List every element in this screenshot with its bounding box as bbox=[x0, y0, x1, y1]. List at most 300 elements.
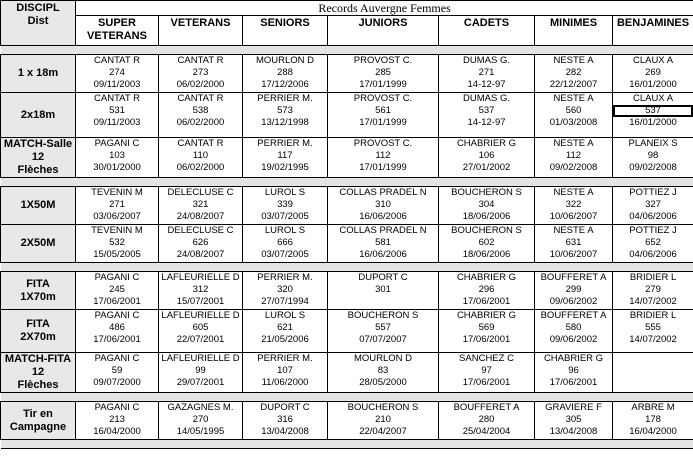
record-score: 605 bbox=[192, 322, 209, 333]
record-name: COLLAS PRADEL N bbox=[339, 187, 427, 198]
spacer-cell bbox=[76, 178, 159, 187]
record-score: 310 bbox=[375, 199, 391, 210]
record-score: 110 bbox=[192, 150, 209, 161]
record-cell[interactable] bbox=[159, 225, 243, 263]
spacer-cell bbox=[243, 46, 328, 55]
record-date: 22/07/2001 bbox=[176, 334, 225, 345]
record-date: 15/07/2001 bbox=[176, 296, 225, 307]
record-date: 17/06/2001 bbox=[462, 296, 511, 307]
record-score: 270 bbox=[192, 414, 209, 425]
record-date: 21/05/2006 bbox=[261, 334, 309, 345]
record-cell[interactable] bbox=[613, 93, 693, 138]
record-name: NESTE A bbox=[553, 93, 594, 104]
record-score: 666 bbox=[277, 237, 293, 248]
spacer-cell bbox=[76, 440, 159, 449]
record-cell[interactable] bbox=[439, 138, 535, 178]
record-date: 17/12/2006 bbox=[261, 79, 309, 90]
record-name: PAGANI C bbox=[94, 353, 140, 364]
record-cell[interactable] bbox=[243, 272, 328, 310]
record-cell[interactable] bbox=[159, 272, 243, 310]
record-date: 09/11/2003 bbox=[93, 117, 141, 128]
record-score: 305 bbox=[565, 414, 582, 425]
table-row bbox=[1, 272, 693, 310]
spacer-row bbox=[1, 440, 693, 449]
record-name: LUROL S bbox=[264, 187, 306, 198]
record-date: 04/06/2006 bbox=[629, 211, 677, 222]
record-score: 271 bbox=[109, 199, 125, 210]
record-cell[interactable] bbox=[613, 187, 693, 225]
record-date: 14/07/2002 bbox=[629, 334, 677, 345]
spacer-cell bbox=[159, 393, 243, 402]
record-date: 14-12-97 bbox=[467, 117, 506, 128]
record-score: 99 bbox=[195, 365, 206, 376]
column-header-4[interactable]: CADETS bbox=[439, 16, 535, 46]
record-date bbox=[613, 377, 693, 389]
spacer-row bbox=[1, 178, 693, 187]
record-date: 01/03/2008 bbox=[549, 117, 598, 128]
record-cell[interactable] bbox=[535, 187, 613, 225]
record-cell[interactable] bbox=[76, 272, 159, 310]
record-score: 280 bbox=[478, 414, 495, 425]
record-cell[interactable] bbox=[328, 353, 439, 393]
record-date: 07/07/2007 bbox=[359, 334, 407, 345]
record-cell[interactable] bbox=[328, 55, 439, 93]
spacer-cell bbox=[439, 393, 535, 402]
table-row bbox=[1, 138, 693, 178]
record-cell[interactable] bbox=[243, 187, 328, 225]
record-name: NESTE A bbox=[553, 55, 594, 66]
spacer-cell bbox=[613, 178, 693, 187]
record-score bbox=[613, 365, 693, 377]
record-cell[interactable] bbox=[159, 55, 243, 93]
record-date: 10/06/2007 bbox=[549, 211, 598, 222]
spacer-cell bbox=[76, 393, 159, 402]
spacer-cell bbox=[76, 263, 159, 272]
record-cell[interactable] bbox=[613, 55, 693, 93]
record-name: BOUFFERET A bbox=[540, 272, 607, 283]
record-date: 04/06/2006 bbox=[629, 249, 677, 260]
record-score: 602 bbox=[478, 237, 495, 248]
record-name: PAGANI C bbox=[94, 310, 140, 321]
record-date: 17/06/2001 bbox=[93, 334, 141, 345]
record-cell[interactable] bbox=[613, 402, 693, 440]
record-date: 24/08/2007 bbox=[176, 211, 225, 222]
record-date: 09/02/2008 bbox=[629, 162, 677, 173]
record-cell[interactable] bbox=[76, 187, 159, 225]
row-header[interactable]: 2X50M bbox=[1, 225, 76, 263]
record-name: NESTE A bbox=[553, 138, 594, 149]
record-date: 14/07/2002 bbox=[629, 296, 677, 307]
record-cell[interactable] bbox=[76, 93, 159, 138]
spacer-cell bbox=[535, 393, 613, 402]
spacer-cell bbox=[243, 178, 328, 187]
record-cell[interactable] bbox=[159, 310, 243, 353]
spacer-cell bbox=[613, 393, 693, 402]
record-date: 16/06/2006 bbox=[359, 249, 407, 260]
record-date: 14-12-97 bbox=[467, 79, 506, 90]
record-cell[interactable] bbox=[328, 187, 439, 225]
record-name bbox=[613, 353, 693, 365]
record-cell[interactable] bbox=[439, 353, 535, 393]
record-cell[interactable] bbox=[76, 55, 159, 93]
record-cell[interactable] bbox=[613, 138, 693, 178]
spacer-cell bbox=[535, 263, 613, 272]
record-name: PAGANI C bbox=[94, 272, 140, 283]
row-header[interactable]: FITA 1X70m bbox=[1, 272, 76, 310]
record-name: LAFLEURIELLE D bbox=[161, 272, 240, 283]
record-name: CLAUX A bbox=[632, 55, 674, 66]
record-cell[interactable] bbox=[328, 402, 439, 440]
record-score: 339 bbox=[277, 199, 293, 210]
record-date: 06/02/2000 bbox=[176, 117, 225, 128]
record-score: 557 bbox=[375, 322, 391, 333]
record-score: 555 bbox=[645, 322, 661, 333]
spacer-row bbox=[1, 46, 693, 55]
record-cell[interactable] bbox=[439, 272, 535, 310]
spacer-cell bbox=[1, 440, 76, 449]
record-name: TEVENIN M bbox=[91, 187, 143, 198]
record-score: 316 bbox=[277, 414, 293, 425]
record-cell[interactable] bbox=[159, 93, 243, 138]
column-header-0[interactable]: SUPER VETERANS bbox=[76, 16, 159, 46]
record-score: 301 bbox=[375, 284, 391, 295]
spacer-cell bbox=[243, 440, 328, 449]
record-cell[interactable] bbox=[76, 353, 159, 393]
record-cell[interactable] bbox=[439, 55, 535, 93]
record-cell[interactable] bbox=[243, 310, 328, 353]
record-score: 626 bbox=[192, 237, 209, 248]
record-name: BOUCHERON S bbox=[451, 225, 522, 236]
record-score: 580 bbox=[565, 322, 582, 333]
table-row bbox=[1, 353, 693, 393]
record-score: 537 bbox=[613, 105, 693, 117]
record-date: 28/05/2000 bbox=[359, 377, 407, 388]
row-header[interactable]: 1 x 18m bbox=[1, 55, 76, 93]
record-date: 14/05/1995 bbox=[176, 426, 225, 437]
record-name: BOUCHERON S bbox=[347, 402, 419, 413]
record-date: 09/06/2002 bbox=[549, 296, 598, 307]
record-date: 09/07/2000 bbox=[93, 377, 141, 388]
record-score: 112 bbox=[375, 150, 391, 161]
record-score: 531 bbox=[109, 105, 125, 116]
record-name: CHABRIER G bbox=[456, 310, 517, 321]
record-score: 245 bbox=[109, 284, 125, 295]
record-name: PROVOST C. bbox=[353, 55, 413, 66]
record-date: 27/07/1994 bbox=[261, 296, 309, 307]
record-score: 285 bbox=[375, 67, 391, 78]
spacer-cell bbox=[243, 263, 328, 272]
record-date: 03/07/2005 bbox=[261, 211, 309, 222]
record-score: 210 bbox=[375, 414, 391, 425]
record-date: 13/04/2008 bbox=[549, 426, 598, 437]
record-cell[interactable] bbox=[243, 138, 328, 178]
spacer-cell bbox=[535, 440, 613, 449]
record-date: 29/07/2001 bbox=[176, 377, 225, 388]
record-date: 27/01/2002 bbox=[462, 162, 511, 173]
record-date: 06/02/2000 bbox=[176, 162, 225, 173]
spacer-cell bbox=[439, 46, 535, 55]
record-cell[interactable] bbox=[613, 310, 693, 353]
spacer-cell bbox=[535, 178, 613, 187]
record-date: 09/02/2008 bbox=[549, 162, 598, 173]
record-cell[interactable] bbox=[328, 272, 439, 310]
record-name: PERRIER M. bbox=[257, 138, 313, 149]
record-date: 13/04/2008 bbox=[261, 426, 309, 437]
record-name: LAFLEURIELLE D bbox=[161, 353, 240, 364]
spacer-cell bbox=[1, 393, 76, 402]
record-cell[interactable] bbox=[613, 272, 693, 310]
table-row bbox=[1, 225, 693, 263]
record-cell[interactable] bbox=[243, 225, 328, 263]
record-score: 178 bbox=[645, 414, 661, 425]
record-date: 22/12/2007 bbox=[549, 79, 598, 90]
record-score: 561 bbox=[375, 105, 391, 116]
record-score: 98 bbox=[647, 150, 659, 161]
record-name: POTTIEZ J bbox=[629, 225, 677, 236]
record-cell[interactable] bbox=[535, 55, 613, 93]
record-cell[interactable] bbox=[328, 310, 439, 353]
record-name: BOUFFERET A bbox=[540, 310, 607, 321]
record-name: BRIDIER L bbox=[629, 310, 677, 321]
record-name: GAZAGNES M. bbox=[167, 402, 234, 413]
record-date: 30/01/2000 bbox=[93, 162, 141, 173]
spacer-cell bbox=[613, 440, 693, 449]
spacer-cell bbox=[439, 178, 535, 187]
record-score: 288 bbox=[277, 67, 293, 78]
record-date: 16/01/2000 bbox=[629, 117, 677, 128]
record-date: 03/06/2007 bbox=[93, 211, 141, 222]
record-score: 621 bbox=[277, 322, 293, 333]
record-name: MOURLON D bbox=[255, 55, 315, 66]
record-date: 16/01/2000 bbox=[629, 79, 677, 90]
record-score: 537 bbox=[478, 105, 495, 116]
spacer-cell bbox=[1, 263, 76, 272]
record-score: 631 bbox=[565, 237, 582, 248]
record-date: 17/06/2001 bbox=[462, 377, 511, 388]
record-date: 09/11/2003 bbox=[93, 79, 141, 90]
record-date: 17/01/1999 bbox=[359, 79, 407, 90]
record-score: 107 bbox=[277, 365, 293, 376]
record-score: 320 bbox=[277, 284, 293, 295]
record-name: CANTAT R bbox=[177, 55, 224, 66]
record-cell[interactable] bbox=[243, 93, 328, 138]
record-name: NESTE A bbox=[553, 225, 594, 236]
corner-header[interactable] bbox=[1, 1, 76, 46]
record-date bbox=[328, 296, 438, 308]
record-name: COLLAS PRADEL N bbox=[339, 225, 427, 236]
record-score: 273 bbox=[192, 67, 209, 78]
record-cell[interactable] bbox=[76, 138, 159, 178]
record-name: DUMAS G. bbox=[463, 55, 510, 66]
record-cell[interactable] bbox=[159, 187, 243, 225]
record-date: 25/04/2004 bbox=[462, 426, 511, 437]
record-name: TEVENIN M bbox=[91, 225, 143, 236]
record-score: 59 bbox=[111, 365, 123, 376]
record-name: CANTAT R bbox=[177, 138, 224, 149]
record-name: MOURLON D bbox=[353, 353, 413, 364]
record-score: 282 bbox=[565, 67, 582, 78]
record-score: 269 bbox=[645, 67, 661, 78]
table-row bbox=[1, 310, 693, 353]
record-cell[interactable] bbox=[76, 310, 159, 353]
column-header-6[interactable]: BENJAMINES bbox=[613, 16, 693, 46]
record-date: 16/04/2000 bbox=[93, 426, 141, 437]
record-date: 17/01/1999 bbox=[359, 162, 407, 173]
record-name: DELECLUSE C bbox=[167, 225, 234, 236]
record-date: 17/06/2001 bbox=[462, 334, 511, 345]
record-cell[interactable] bbox=[535, 272, 613, 310]
record-name: PAGANI C bbox=[94, 138, 140, 149]
record-name: PROVOST C. bbox=[353, 93, 413, 104]
row-header[interactable]: MATCH-FITA 12 Flèches bbox=[1, 353, 76, 393]
record-cell[interactable] bbox=[243, 402, 328, 440]
spacer-cell bbox=[439, 440, 535, 449]
record-cell[interactable] bbox=[439, 187, 535, 225]
column-header-5[interactable]: MINIMES bbox=[535, 16, 613, 46]
record-date: 09/06/2002 bbox=[549, 334, 598, 345]
record-date: 13/12/1998 bbox=[261, 117, 309, 128]
record-name: CANTAT R bbox=[177, 93, 224, 104]
record-name: CHABRIER G bbox=[543, 353, 604, 364]
record-name: PERRIER M. bbox=[257, 93, 313, 104]
record-cell[interactable] bbox=[613, 225, 693, 263]
table-row bbox=[1, 187, 693, 225]
spacer-cell bbox=[439, 263, 535, 272]
record-score: 581 bbox=[375, 237, 391, 248]
spacer-row bbox=[1, 393, 693, 402]
record-date: 24/08/2007 bbox=[176, 249, 225, 260]
spacer-cell bbox=[328, 46, 439, 55]
row-header[interactable]: FITA 2X70m bbox=[1, 310, 76, 353]
record-date: 16/06/2006 bbox=[359, 211, 407, 222]
record-name: PERRIER M. bbox=[257, 353, 313, 364]
record-name: BRIDIER L bbox=[629, 272, 677, 283]
record-date: 10/06/2007 bbox=[549, 249, 598, 260]
column-header-3[interactable]: JUNIORS bbox=[328, 16, 439, 46]
record-score: 213 bbox=[109, 414, 125, 425]
column-header-2[interactable]: SENIORS bbox=[243, 16, 328, 46]
record-score: 327 bbox=[645, 199, 661, 210]
record-name: ARBRE M bbox=[631, 402, 675, 413]
spacer-cell bbox=[159, 263, 243, 272]
record-score: 569 bbox=[478, 322, 495, 333]
record-score: 112 bbox=[565, 150, 582, 161]
record-name: BOUCHERON S bbox=[451, 187, 522, 198]
record-cell[interactable] bbox=[535, 310, 613, 353]
record-cell[interactable] bbox=[328, 138, 439, 178]
record-score: 560 bbox=[565, 105, 582, 116]
row-header[interactable]: 2x18m bbox=[1, 93, 76, 138]
record-name: CANTAT R bbox=[94, 93, 140, 104]
record-name: SANCHEZ C bbox=[459, 353, 514, 364]
record-cell[interactable] bbox=[76, 402, 159, 440]
record-name: LUROL S bbox=[264, 225, 306, 236]
record-cell[interactable] bbox=[613, 353, 693, 393]
record-score: 271 bbox=[478, 67, 495, 78]
spacer-cell bbox=[328, 393, 439, 402]
record-date: 17/01/1999 bbox=[359, 117, 407, 128]
record-score: 312 bbox=[192, 284, 209, 295]
table-row bbox=[1, 93, 693, 138]
record-score: 573 bbox=[277, 105, 293, 116]
record-date: 19/02/1995 bbox=[261, 162, 309, 173]
corner-line1: DISCIPL bbox=[16, 2, 60, 14]
table-row bbox=[1, 402, 693, 440]
record-cell[interactable] bbox=[439, 402, 535, 440]
record-date: 18/06/2006 bbox=[462, 211, 511, 222]
record-cell[interactable] bbox=[535, 225, 613, 263]
row-header[interactable]: 1X50M bbox=[1, 187, 76, 225]
spacer-cell bbox=[159, 440, 243, 449]
row-header[interactable]: MATCH-Salle 12 Flèches bbox=[1, 138, 76, 178]
record-name: CLAUX A bbox=[632, 93, 674, 104]
record-date: 11/06/2000 bbox=[261, 377, 309, 388]
record-cell[interactable] bbox=[243, 55, 328, 93]
record-score: 486 bbox=[109, 322, 125, 333]
spacer-cell bbox=[1, 46, 76, 55]
record-date: 22/04/2007 bbox=[359, 426, 407, 437]
record-score: 299 bbox=[565, 284, 582, 295]
record-date: 03/07/2005 bbox=[261, 249, 309, 260]
record-name: PAGANI C bbox=[94, 402, 140, 413]
record-name: PERRIER M. bbox=[257, 272, 313, 283]
record-cell[interactable] bbox=[439, 310, 535, 353]
spacer-cell bbox=[243, 393, 328, 402]
record-date: 17/06/2001 bbox=[93, 296, 141, 307]
table-title[interactable]: Records Auvergne Femmes bbox=[76, 1, 693, 16]
record-cell[interactable] bbox=[439, 93, 535, 138]
record-score: 103 bbox=[109, 150, 125, 161]
record-cell[interactable] bbox=[535, 402, 613, 440]
spacer-cell bbox=[328, 440, 439, 449]
record-name: CHABRIER G bbox=[456, 138, 517, 149]
record-date: 06/02/2000 bbox=[176, 79, 225, 90]
record-cell[interactable] bbox=[535, 93, 613, 138]
column-header-row bbox=[1, 16, 693, 46]
record-cell[interactable] bbox=[535, 353, 613, 393]
record-name: LAFLEURIELLE D bbox=[161, 310, 240, 321]
spacer-cell bbox=[328, 178, 439, 187]
record-cell[interactable] bbox=[439, 225, 535, 263]
record-cell[interactable] bbox=[159, 353, 243, 393]
spacer-cell bbox=[613, 46, 693, 55]
corner-line2: Dist bbox=[27, 15, 49, 27]
record-cell[interactable] bbox=[159, 402, 243, 440]
record-cell[interactable] bbox=[535, 138, 613, 178]
record-name: CHABRIER G bbox=[456, 272, 517, 283]
record-cell[interactable] bbox=[243, 353, 328, 393]
record-name: DUMAS G. bbox=[463, 93, 510, 104]
table-row bbox=[1, 55, 693, 93]
row-header[interactable]: Tir en Campagne bbox=[1, 402, 76, 440]
record-score: 304 bbox=[478, 199, 495, 210]
column-header-1[interactable]: VETERANS bbox=[159, 16, 243, 46]
spacer-row bbox=[1, 263, 693, 272]
record-score: 322 bbox=[565, 199, 582, 210]
spacer-cell bbox=[613, 263, 693, 272]
record-cell[interactable] bbox=[328, 225, 439, 263]
record-cell[interactable] bbox=[76, 225, 159, 263]
record-cell[interactable] bbox=[159, 138, 243, 178]
record-score: 652 bbox=[645, 237, 661, 248]
record-date: 18/06/2006 bbox=[462, 249, 511, 260]
record-score: 96 bbox=[568, 365, 579, 376]
record-score: 97 bbox=[481, 365, 492, 376]
record-cell[interactable] bbox=[328, 93, 439, 138]
spacer-cell bbox=[1, 178, 76, 187]
record-name: BOUFFERET A bbox=[453, 402, 520, 413]
record-name: DELECLUSE C bbox=[167, 187, 234, 198]
